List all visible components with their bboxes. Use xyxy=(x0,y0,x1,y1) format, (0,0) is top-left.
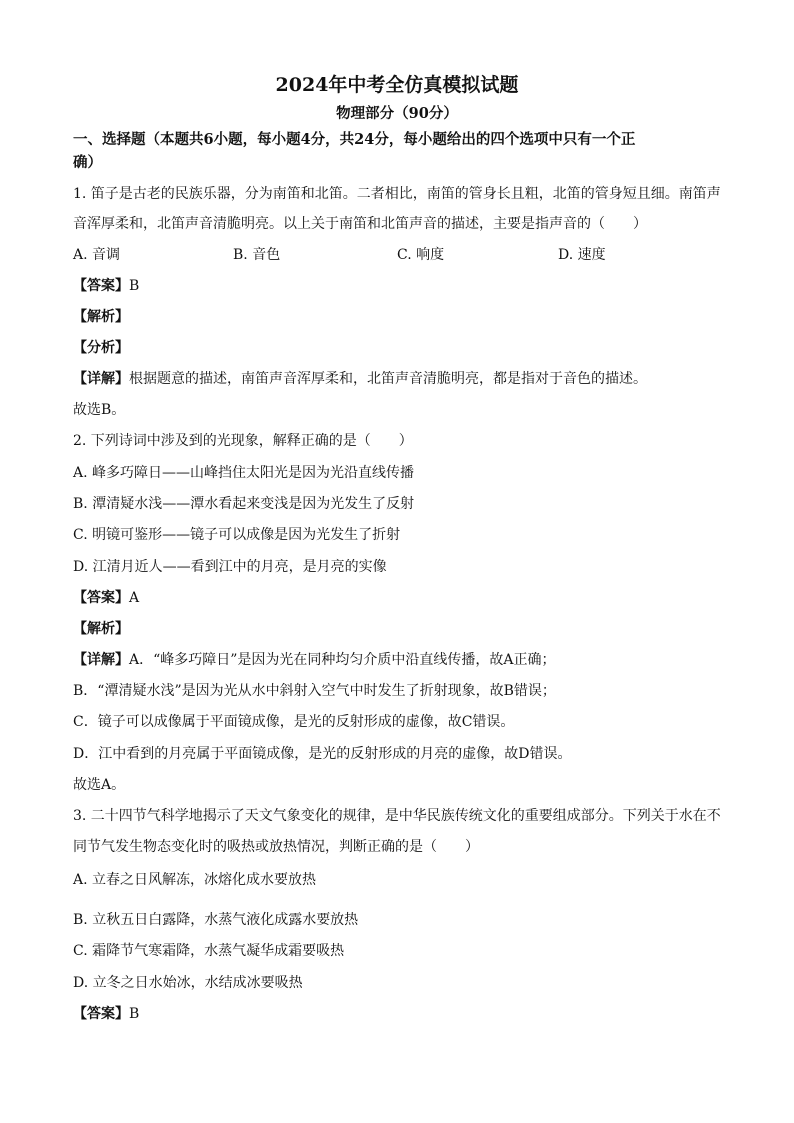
q2-conclusion: 故选A。 xyxy=(73,777,126,793)
q3-option-d: D. 立冬之日水始冰，水结成冰要吸热 xyxy=(73,975,303,991)
q2-detail-line3: C．镜子可以成像属于平面镜成像，是光的反射形成的虚像，故C错误。 xyxy=(73,714,515,730)
q1-option-c: C. 响度 xyxy=(397,247,445,263)
q1-detail-tag: 【详解】 xyxy=(73,371,129,387)
q2-detail-line1 xyxy=(73,650,733,670)
section-heading-line1: 一、选择题（本题共6小题，每小题4分，共24分，每小题给出的四个选项中只有一个正 xyxy=(73,131,636,148)
page-title: 2024年中考全仿真模拟试题 xyxy=(275,74,519,96)
q1-analysis-tag xyxy=(73,307,733,327)
q3-option-b: B. 立秋五日白露降，水蒸气液化成露水要放热 xyxy=(73,912,359,928)
q1-conclusion: 故选B。 xyxy=(73,402,126,418)
q2-stem: 2. 下列诗词中涉及到的光现象，解释正确的是（ ） xyxy=(73,433,413,449)
q2-answer-tag: 【答案】 xyxy=(73,590,129,606)
q1-fenxi-label: 【分析】 xyxy=(73,340,129,356)
q2-option-b: B. 潭清疑水浅——潭水看起来变浅是因为光发生了反射 xyxy=(73,496,415,512)
q1-stem-line2: 音浑厚柔和，北笛声音清脆明亮。以上关于南笛和北笛声音的描述，主要是指声音的（ ） xyxy=(73,216,647,232)
q2-analysis-tag xyxy=(73,619,733,639)
q1-analysis-label: 【解析】 xyxy=(73,309,129,325)
q2-option-d: D. 江清月近人——看到江中的月亮，是月亮的实像 xyxy=(73,559,387,575)
q2-answer-value: A xyxy=(129,590,140,606)
q3-answer-tag: 【答案】 xyxy=(73,1006,129,1022)
q2-detail-text1: A．“峰多巧障日”是因为光在同种均匀介质中沿直线传播，故A正确； xyxy=(129,652,556,668)
q1-answer-tag: 【答案】 xyxy=(73,278,129,294)
q1-answer-value: B xyxy=(129,278,140,294)
q2-option-c: C. 明镜可鉴形——镜子可以成像是因为光发生了折射 xyxy=(73,527,401,543)
q3-option-c: C. 霜降节气寒霜降，水蒸气凝华成霜要吸热 xyxy=(73,943,345,959)
q3-answer xyxy=(73,1004,733,1024)
q1-stem-line1: 1. 笛子是古老的民族乐器，分为南笛和北笛。二者相比，南笛的管身长且粗，北笛的管身短且细。南笛声 xyxy=(73,186,721,202)
q1-detail xyxy=(73,369,733,389)
q2-option-a: A. 峰多巧障日——山峰挡住太阳光是因为光沿直线传播 xyxy=(73,465,415,481)
q2-analysis-label: 【解析】 xyxy=(73,621,129,637)
page-subtitle: 物理部分（90分） xyxy=(336,105,458,122)
q1-answer xyxy=(73,276,733,296)
q2-detail-line4: D．江中看到的月亮属于平面镜成像，是光的反射形成的月亮的虚像，故D错误。 xyxy=(73,746,572,762)
q1-option-a: A. 音调 xyxy=(73,247,121,263)
q1-option-d: D. 速度 xyxy=(558,247,606,263)
q1-option-b: B. 音色 xyxy=(233,247,281,263)
q3-answer-value: B xyxy=(129,1006,140,1022)
q1-detail-text: 根据题意的描述，南笛声音浑厚柔和，北笛声音清脆明亮，都是指对于音色的描述。 xyxy=(129,371,647,387)
q3-stem-line1: 3. 二十四节气科学地揭示了天文气象变化的规律，是中华民族传统文化的重要组成部分。下列关于水在不 xyxy=(73,808,721,824)
q3-stem-line2: 同节气发生物态变化时的吸热或放热情况，判断正确的是（ ） xyxy=(73,839,479,855)
q2-detail-tag: 【详解】 xyxy=(73,652,129,668)
q1-fenxi-tag xyxy=(73,338,733,358)
section-heading-line2: 确） xyxy=(73,154,102,171)
q3-option-a: A. 立春之日风解冻，冰熔化成水要放热 xyxy=(73,872,317,888)
q2-detail-line2: B．“潭清疑水浅”是因为光从水中斜射入空气中时发生了折射现象，故B错误； xyxy=(73,683,556,699)
q2-answer xyxy=(73,588,733,608)
